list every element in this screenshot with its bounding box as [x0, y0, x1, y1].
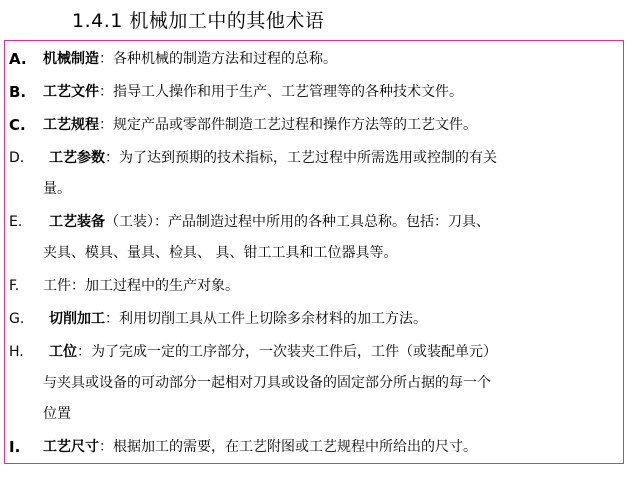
term-definition: ：指导工人操作和用于生产、工艺管理等的各种技术文件。 [99, 84, 463, 100]
term-line [43, 44, 337, 75]
terms-box [4, 40, 624, 464]
term-name: 切削加工 [49, 311, 105, 327]
term-definition: ：各种机械的制造方法和过程的总称。 [99, 51, 337, 67]
term-name: 工艺规程 [43, 117, 99, 133]
term-definition-continued: 量。 [43, 181, 71, 197]
term-line [43, 304, 427, 335]
term-letter: H. [9, 344, 24, 360]
term-line [43, 271, 239, 302]
term-letter: A. [9, 50, 27, 68]
term-letter: I. [9, 438, 21, 456]
term-line [43, 110, 477, 141]
term-definition-continued: 位置 [43, 406, 71, 422]
term-name: 工位 [49, 344, 77, 360]
term-definition: （工装）：产品制造过程中所用的各种工具总称。包括：刀具、 [105, 214, 490, 230]
term-definition: ：为了达到预期的技术指标，工艺过程中所需选用或控制的有关 [105, 150, 497, 166]
term-definition: ：根据加工的需要，在工艺附图或工艺规程中所给出的尺寸。 [99, 439, 477, 455]
term-letter: G. [9, 311, 25, 327]
term-name: 工艺装备 [49, 214, 105, 230]
term-line [43, 207, 490, 238]
term-definition: ：加工过程中的生产对象。 [71, 278, 239, 294]
term-letter: B. [9, 83, 27, 101]
term-name: 工件 [43, 278, 71, 294]
term-name: 工艺文件 [43, 84, 99, 100]
term-name: 机械制造 [43, 51, 99, 67]
term-definition: ：为了完成一定的工序部分，一次装夹工件后，工件（或装配单元） [77, 344, 497, 360]
term-letter: F. [9, 278, 20, 294]
term-definition: ：利用切削工具从工件上切除多余材料的加工方法。 [105, 311, 427, 327]
page-title: 1.4.1 机械加工中的其他术语 [72, 10, 325, 32]
term-line [43, 77, 463, 108]
term-letter: D. [9, 150, 25, 166]
term-letter: C. [9, 116, 26, 134]
term-line [43, 337, 497, 368]
term-definition-continued: 与夹具或设备的可动部分一起相对刀具或设备的固定部分所占据的每一个 [43, 375, 491, 391]
term-definition: ：规定产品或零部件制造工艺过程和操作方法等的工艺文件。 [99, 117, 477, 133]
term-letter: E. [9, 214, 23, 230]
term-line [43, 143, 497, 174]
term-definition-continued: 夹具、模具、量具、检具、 具、钳工工具和工位器具等。 [43, 245, 398, 261]
term-name: 工艺尺寸 [43, 439, 99, 455]
term-line [43, 432, 477, 463]
term-name: 工艺参数 [49, 150, 105, 166]
